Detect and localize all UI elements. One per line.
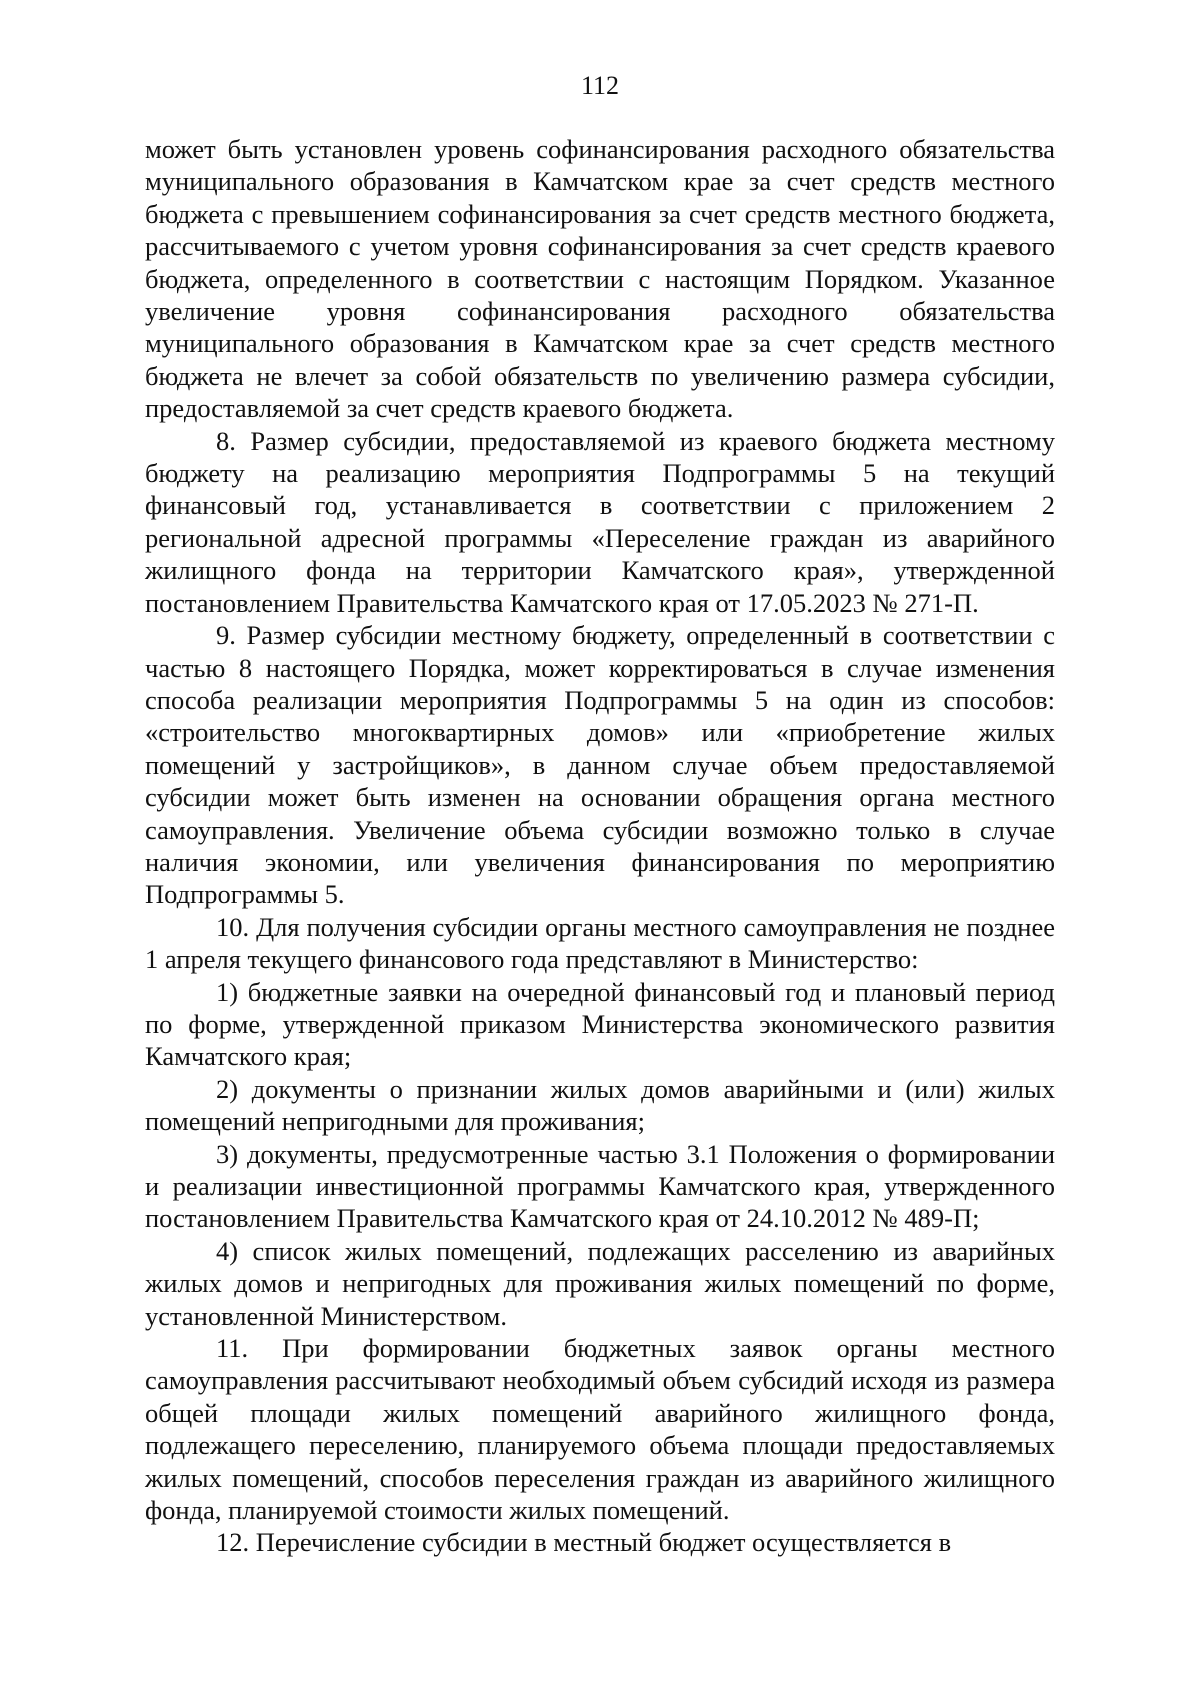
paragraph-8: 8. Размер субсидии, предоставляемой из краевого бюджета местному бюджету на реализацию мероприятия Подпрограммы 5 на текущий финансовый год, устанавливается в соответствии с приложением 2 региональной адресной программы «Переселение граждан из аварийного жилищного фонда на территории Камчатского края», утвержденной постановлением Правительства Камчатского края от 17.05.2023 № 271-П.: [145, 425, 1055, 618]
page-number: 112: [580, 71, 620, 100]
list-item-3: 3) документы, предусмотренные частью 3.1 Положения о формировании и реализации инвестиционной программы Камчатского края, утвержденного постановлением Правительства Камчатского края от 24.10.2012 № 489-П;: [145, 1138, 1055, 1234]
list-item-4: 4) список жилых помещений, подлежащих расселению из аварийных жилых домов и непригодных для проживания жилых помещений по форме, установленной Министерством.: [145, 1235, 1055, 1331]
document-body: [145, 133, 1055, 1559]
paragraph-12: 12. Перечисление субсидии в местный бюджет осуществляется в: [216, 1527, 952, 1558]
paragraph-9: 9. Размер субсидии местному бюджету, определенный в соответствии с частью 8 настоящего Порядка, может корректироваться в случае изменения способа реализации мероприятия Подпрограммы 5 на один из способов: «строительство многоквартирных домов» или «приобретение жилых помещений у застройщиков», в данном случае объем предоставляемой субсидии может быть изменен на основании обращения органа местного самоуправления. Увеличение объема субсидии возможно только в случае наличия экономии, или увеличения финансирования по мероприятию Подпрограммы 5.: [145, 620, 1055, 910]
paragraph-10: 10. Для получения субсидии органы местного самоуправления не позднее 1 апреля текущего финансового года представляют в Министерство:: [145, 911, 1055, 975]
list-item-1: 1) бюджетные заявки на очередной финансовый год и плановый период по форме, утвержденной приказом Министерства экономического развития Камчатского края;: [145, 976, 1055, 1072]
paragraph-cofinancing-continuation: может быть установлен уровень софинансирования расходного обязательства муниципального образования в Камчатском крае за счет средств местного бюджета с превышением софинансирования за счет средств местного бюджета, рассчитываемого с учетом уровня софинансирования за счет средств краевого бюджета, определенного в соответствии с настоящим Порядком. Указанное увеличение уровня софинансирования расходного обязательства муниципального образования в Камчатском крае за счет средств местного бюджета не влечет за собой обязательств по увеличению размера субсидии, предоставляемой за счет средств краевого бюджета.: [145, 134, 1055, 424]
paragraph-11: 11. При формировании бюджетных заявок органы местного самоуправления рассчитывают необходимый объем субсидий исходя из размера общей площади жилых помещений аварийного жилищного фонда, подлежащего переселению, планируемого объема площади предоставляемых жилых помещений, способов переселения граждан из аварийного жилищного фонда, планируемой стоимости жилых помещений.: [145, 1333, 1055, 1526]
list-item-2: 2) документы о признании жилых домов аварийными и (или) жилых помещений непригодными для проживания;: [145, 1073, 1055, 1137]
